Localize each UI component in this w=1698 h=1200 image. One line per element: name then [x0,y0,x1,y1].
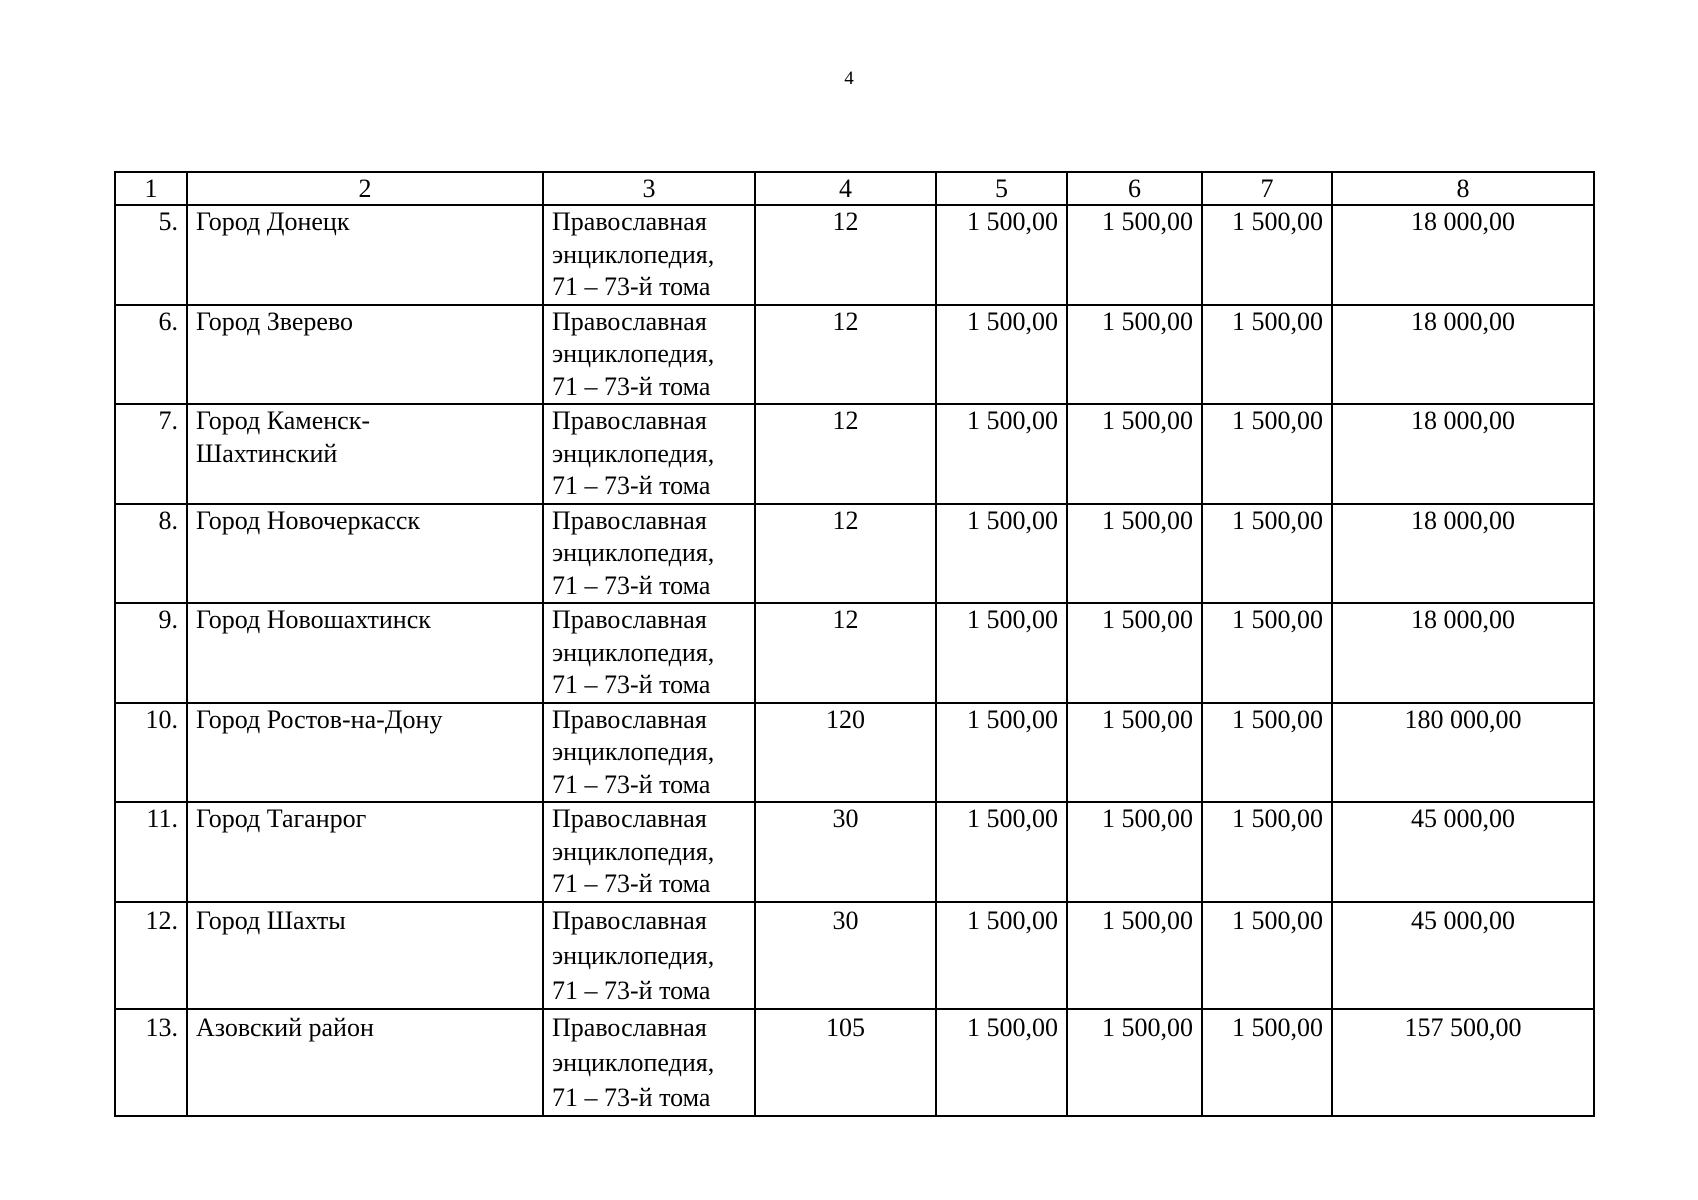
price-cell-6: 1 500,00 [1067,902,1202,1009]
municipality-cell-line: Город Каменск- [196,406,371,435]
total-cell: 18 000,00 [1332,504,1594,604]
municipality-cell-line: Город Ростов-на-Дону [196,704,443,734]
price-cell-5: 1 500,00 [936,802,1067,902]
table-row [115,504,1594,604]
item-cell-line: энциклопедия, [552,737,715,766]
row-number-cell: 9. [115,603,187,703]
item-cell-line: 71 – 73-й тома [552,869,711,898]
item-cell-line: энциклопедия, [552,239,715,269]
quantity-cell: 12 [755,603,936,703]
total-cell: 180 000,00 [1332,703,1594,803]
item-cell-line: 71 – 73-й тома [552,371,711,401]
column-header: 4 [755,172,936,205]
price-cell-5: 1 500,00 [936,703,1067,803]
column-header: 1 [115,172,187,205]
price-cell-5: 1 500,00 [936,902,1067,1009]
item-cell-line: 71 – 73-й тома [552,272,711,301]
municipality-cell-line: Город Донецк [196,207,350,236]
item-cell-line: Православная [552,207,707,236]
total-cell: 45 000,00 [1332,802,1594,902]
municipality-cell [187,902,543,1009]
column-header: 3 [543,172,755,205]
table-row [115,305,1594,405]
item-cell-line: энциклопедия, [552,538,715,567]
item-cell-line: Православная [552,804,707,833]
municipality-cell-line: Город Шахты [196,905,346,935]
price-cell-5: 1 500,00 [936,1009,1067,1116]
item-cell [543,504,755,604]
item-cell [543,205,755,305]
municipality-cell [187,305,543,405]
price-cell-7: 1 500,00 [1202,603,1332,703]
quantity-cell: 12 [755,404,936,504]
column-header: 5 [936,172,1067,205]
price-cell-6: 1 500,00 [1067,1009,1202,1116]
row-number-cell: 13. [115,1009,187,1116]
price-cell-5: 1 500,00 [936,404,1067,504]
item-cell-line: энциклопедия, [552,836,715,866]
column-header: 7 [1202,172,1332,205]
quantity-cell: 30 [755,902,936,1009]
price-cell-7: 1 500,00 [1202,1009,1332,1116]
quantity-cell: 105 [755,1009,936,1116]
page-number: 4 [844,68,854,89]
table-row [115,703,1594,803]
item-cell-line: Православная [552,905,707,935]
quantity-cell: 12 [755,205,936,305]
item-cell-line: Православная [552,605,707,634]
item-cell [543,603,755,703]
item-cell-line: энциклопедия, [552,438,715,468]
item-cell [543,802,755,902]
municipality-cell [187,1009,543,1116]
total-cell: 18 000,00 [1332,404,1594,504]
price-cell-5: 1 500,00 [936,305,1067,405]
price-cell-6: 1 500,00 [1067,205,1202,305]
item-cell-line: энциклопедия, [552,637,715,667]
item-cell-line: Православная [552,306,707,336]
table-header-row [115,172,1594,205]
price-cell-7: 1 500,00 [1202,504,1332,604]
item-cell [543,404,755,504]
table-row [115,1009,1594,1116]
price-cell-7: 1 500,00 [1202,404,1332,504]
row-number-cell: 7. [115,404,187,504]
price-cell-6: 1 500,00 [1067,404,1202,504]
municipality-cell-line: Город Зверево [196,306,354,336]
price-cell-5: 1 500,00 [936,205,1067,305]
quantity-cell: 120 [755,703,936,803]
price-cell-5: 1 500,00 [936,603,1067,703]
item-cell-line: 71 – 73-й тома [552,670,711,699]
item-cell-line: энциклопедия, [552,1047,715,1077]
price-cell-5: 1 500,00 [936,504,1067,604]
price-cell-6: 1 500,00 [1067,305,1202,405]
item-cell-line: Православная [552,704,707,734]
quantity-cell: 30 [755,802,936,902]
item-cell-line: 71 – 73-й тома [552,975,711,1005]
item-cell-line: 71 – 73-й тома [552,570,711,600]
data-table [114,171,1595,1117]
row-number-cell: 10. [115,703,187,803]
price-cell-7: 1 500,00 [1202,703,1332,803]
table-row [115,802,1594,902]
table-row [115,205,1594,305]
item-cell-line: Православная [552,406,707,435]
municipality-cell [187,205,543,305]
price-cell-6: 1 500,00 [1067,504,1202,604]
item-cell-line: Православная [552,1012,707,1042]
item-cell [543,305,755,405]
item-cell [543,703,755,803]
item-cell-line: энциклопедия, [552,940,715,970]
price-cell-6: 1 500,00 [1067,802,1202,902]
row-number-cell: 11. [115,802,187,902]
price-cell-7: 1 500,00 [1202,205,1332,305]
municipality-cell-line: Город Новошахтинск [196,605,431,634]
table-body [115,172,1594,1116]
municipality-cell-line: Шахтинский [196,438,338,468]
table-row [115,404,1594,504]
item-cell [543,902,755,1009]
total-cell: 157 500,00 [1332,1009,1594,1116]
table-row [115,902,1594,1009]
column-header: 8 [1332,172,1594,205]
column-header: 6 [1067,172,1202,205]
total-cell: 18 000,00 [1332,603,1594,703]
row-number-cell: 5. [115,205,187,305]
municipality-cell [187,603,543,703]
price-cell-6: 1 500,00 [1067,603,1202,703]
municipality-cell [187,404,543,504]
municipality-cell-line: Азовский район [196,1012,374,1042]
item-cell-line: энциклопедия, [552,339,715,368]
quantity-cell: 12 [755,305,936,405]
item-cell-line: 71 – 73-й тома [552,471,711,500]
row-number-cell: 6. [115,305,187,405]
total-cell: 45 000,00 [1332,902,1594,1009]
municipality-cell-line: Город Таганрог [196,804,367,833]
total-cell: 18 000,00 [1332,205,1594,305]
municipality-cell-line: Город Новочеркасск [196,505,421,535]
price-cell-7: 1 500,00 [1202,802,1332,902]
row-number-cell: 12. [115,902,187,1009]
price-cell-7: 1 500,00 [1202,305,1332,405]
municipality-cell [187,703,543,803]
row-number-cell: 8. [115,504,187,604]
item-cell [543,1009,755,1116]
total-cell: 18 000,00 [1332,305,1594,405]
price-cell-6: 1 500,00 [1067,703,1202,803]
municipality-cell [187,504,543,604]
table-row [115,603,1594,703]
quantity-cell: 12 [755,504,936,604]
item-cell-line: 71 – 73-й тома [552,1082,711,1112]
item-cell-line: Православная [552,505,707,535]
price-cell-7: 1 500,00 [1202,902,1332,1009]
item-cell-line: 71 – 73-й тома [552,769,711,799]
column-header: 2 [187,172,543,205]
municipality-cell [187,802,543,902]
